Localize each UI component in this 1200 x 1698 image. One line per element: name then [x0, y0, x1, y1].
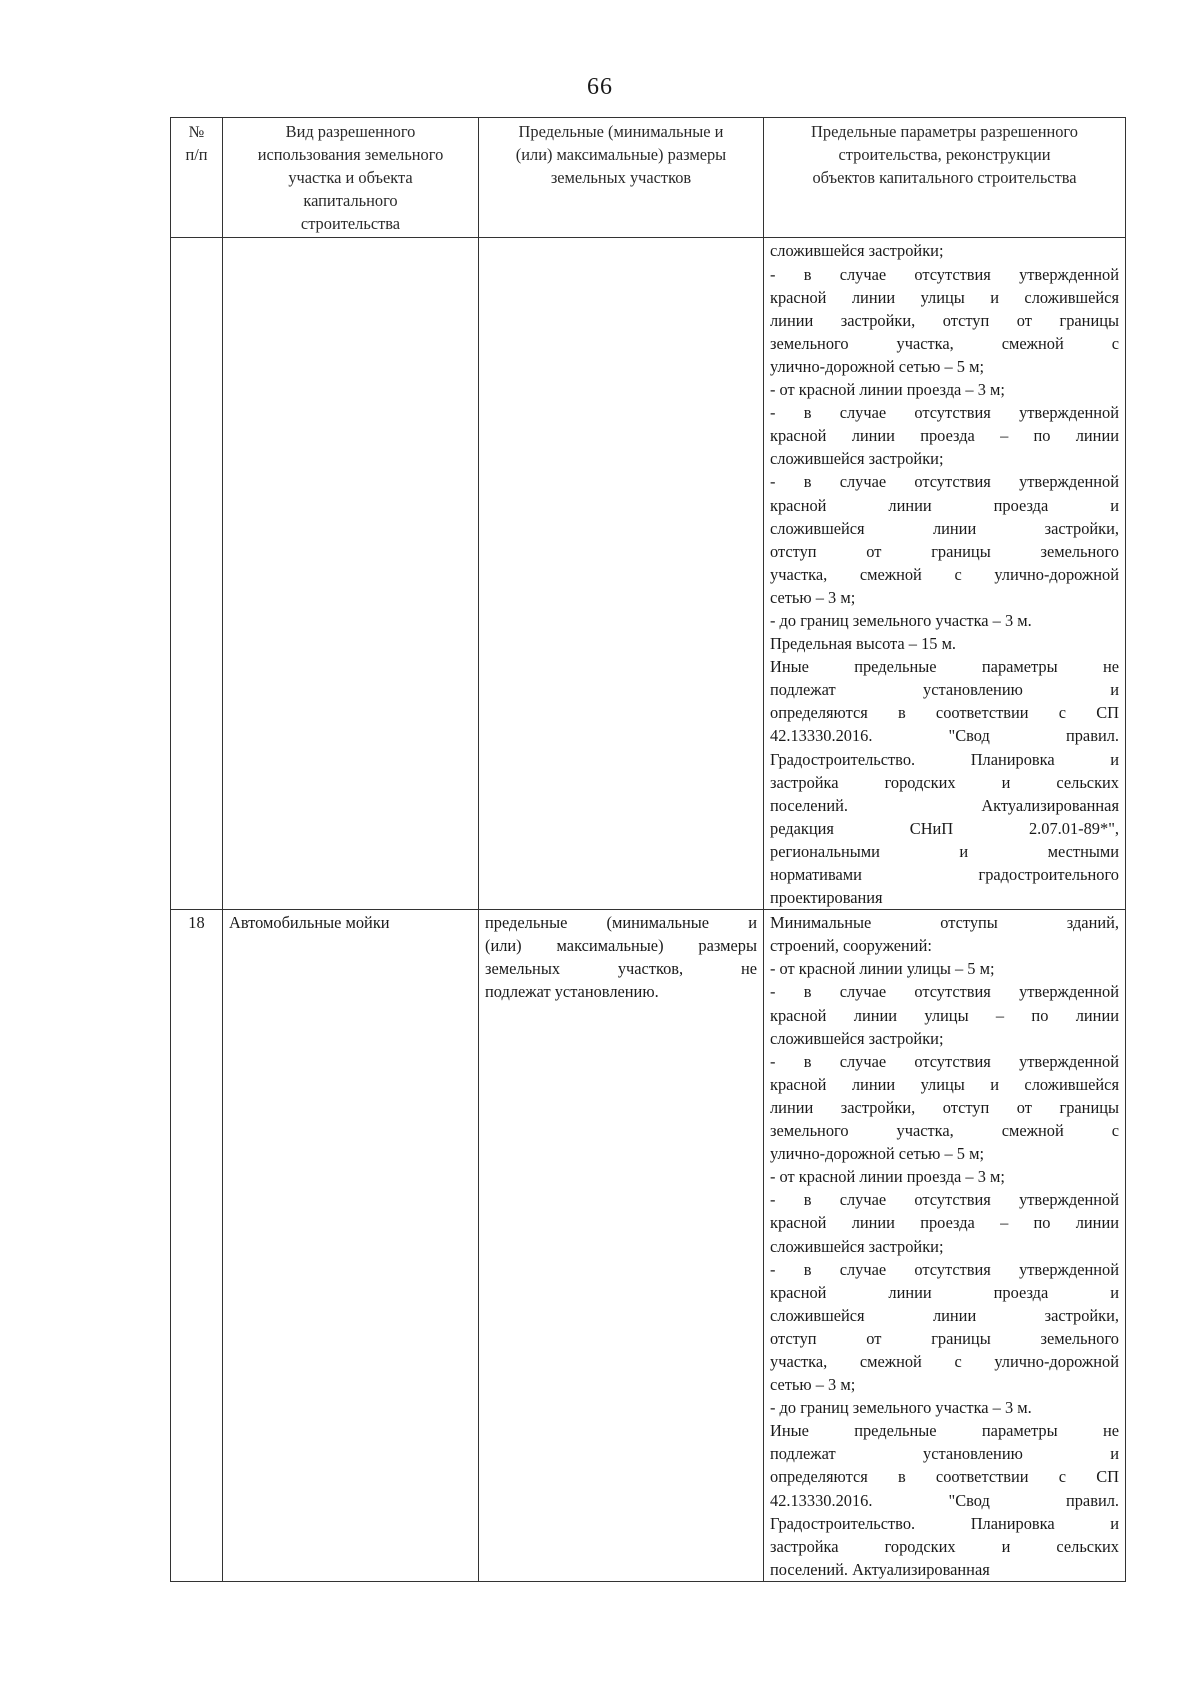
row-params-cell	[764, 238, 1126, 910]
plot-sizes-line: (или) максимальные) размеры	[485, 936, 757, 956]
params-line: сложившейся застройки;	[770, 449, 944, 469]
params-line: застройка городских и сельских	[770, 772, 1119, 792]
row-plot-sizes-cell	[479, 238, 764, 910]
params-line: - в случае отсутствия утвержденной	[770, 472, 1119, 492]
params-line: линии застройки, отступ от границы	[770, 310, 1119, 330]
params-line: Минимальные отступы зданий,	[770, 913, 1119, 933]
params-line: улично-дорожной сетью – 5 м;	[770, 1144, 985, 1164]
params-line: сетью – 3 м;	[770, 1375, 856, 1395]
params-line: участка, смежной с улично-дорожной	[770, 564, 1119, 584]
plot-sizes-line: предельные (минимальные и	[485, 913, 757, 933]
params-line: - в случае отсутствия утвержденной	[770, 982, 1119, 1002]
params-text	[770, 911, 1119, 1581]
params-line: - от красной линии улицы – 5 м;	[770, 959, 995, 979]
header-number-line: п/п	[185, 145, 208, 165]
params-line: 42.13330.2016. "Свод правил.	[770, 726, 1119, 746]
params-line: - в случае отсутствия утвержденной	[770, 1051, 1119, 1071]
params-line: красной линии улицы – по линии	[770, 1005, 1119, 1025]
params-line: застройка городских и сельских	[770, 1536, 1119, 1556]
header-number	[171, 118, 223, 238]
row-plot-sizes-cell	[479, 910, 764, 1582]
params-line: - в случае отсутствия утвержденной	[770, 403, 1119, 423]
params-line: линии застройки, отступ от границы	[770, 1097, 1119, 1117]
header-use-type-line: участка и объекта	[288, 168, 413, 188]
header-construction-params-line: строительства, реконструкции	[838, 145, 1051, 165]
params-line: - в случае отсутствия утвержденной	[770, 1190, 1119, 1210]
header-plot-sizes-line: (или) максимальные) размеры	[515, 145, 727, 165]
params-line: красной линии проезда – по линии	[770, 426, 1119, 446]
params-line: сложившейся линии застройки,	[770, 518, 1119, 538]
params-line: - в случае отсутствия утвержденной	[770, 264, 1119, 284]
params-line: подлежат установлению и	[770, 680, 1119, 700]
params-line: улично-дорожной сетью – 5 м;	[770, 356, 985, 376]
table-row	[171, 238, 1126, 910]
row-use-type-cell: Автомобильные мойки	[223, 910, 479, 1582]
params-line: отступ от границы земельного	[770, 541, 1119, 561]
params-line: Предельная высота – 15 м.	[770, 634, 957, 654]
header-number-line: №	[188, 122, 205, 141]
params-line: подлежат установлению и	[770, 1444, 1119, 1464]
params-line: красной линии улицы и сложившейся	[770, 1074, 1119, 1094]
params-line: редакция СНиП 2.07.01-89*",	[770, 818, 1119, 838]
params-line: сложившейся застройки;	[770, 241, 944, 261]
table-header-row	[171, 118, 1126, 238]
row-number-cell: 18	[171, 910, 223, 1582]
zoning-parameters-table	[170, 117, 1126, 1582]
params-line: Иные предельные параметры не	[770, 1421, 1119, 1441]
header-use-type-line: капитального	[303, 191, 398, 211]
params-line: проектирования	[770, 888, 883, 908]
params-line: поселений. Актуализированная	[770, 795, 1119, 815]
params-line: 42.13330.2016. "Свод правил.	[770, 1490, 1119, 1510]
params-line: - до границ земельного участка – 3 м.	[770, 1398, 1032, 1418]
params-line: - от красной линии проезда – 3 м;	[770, 380, 1005, 400]
header-use-type-line: строительства	[300, 214, 401, 234]
params-line: региональными и местными	[770, 841, 1119, 861]
row-use-type-cell	[223, 238, 479, 910]
params-line: поселений. Актуализированная	[770, 1559, 990, 1579]
header-plot-sizes-line: земельных участков	[550, 168, 692, 188]
table-row	[171, 910, 1126, 1582]
header-plot-sizes	[479, 118, 764, 238]
params-line: красной линии проезда и	[770, 495, 1119, 515]
params-line: сложившейся застройки;	[770, 1028, 944, 1048]
params-line: Иные предельные параметры не	[770, 657, 1119, 677]
header-use-type-line: Вид разрешенного	[285, 122, 416, 141]
params-line: Градостроительство. Планировка и	[770, 1513, 1119, 1533]
header-construction-params	[764, 118, 1126, 238]
params-line: сетью – 3 м;	[770, 587, 856, 607]
params-line: нормативами градостроительного	[770, 865, 1119, 884]
params-line: земельного участка, смежной с	[770, 333, 1119, 353]
params-line: - в случае отсутствия утвержденной	[770, 1259, 1119, 1279]
plot-sizes-line: подлежат установлению.	[485, 982, 659, 1002]
header-plot-sizes-line: Предельные (минимальные и	[518, 122, 724, 141]
page-number: 66	[587, 74, 613, 100]
params-line: определяются в соответствии с СП	[770, 1467, 1119, 1487]
row-params-cell	[764, 910, 1126, 1582]
header-use-type-line: использования земельного	[257, 145, 444, 165]
params-line: Градостроительство. Планировка и	[770, 749, 1119, 769]
plot-sizes-line: земельных участков, не	[485, 959, 757, 979]
params-line: отступ от границы земельного	[770, 1328, 1119, 1348]
header-construction-params-line: Предельные параметры разрешенного	[811, 122, 1078, 141]
params-text	[770, 239, 1119, 909]
params-line: красной линии улицы и сложившейся	[770, 287, 1119, 307]
params-line: сложившейся линии застройки,	[770, 1305, 1119, 1325]
params-line: строений, сооружений:	[770, 936, 932, 956]
params-line: участка, смежной с улично-дорожной	[770, 1351, 1119, 1371]
params-line: красной линии проезда и	[770, 1282, 1119, 1302]
plot-sizes-text	[485, 911, 757, 1003]
header-use-type	[223, 118, 479, 238]
header-construction-params-line: объектов капитального строительства	[812, 168, 1077, 188]
params-line: определяются в соответствии с СП	[770, 703, 1119, 723]
row-number-cell	[171, 238, 223, 910]
params-line: земельного участка, смежной с	[770, 1121, 1119, 1141]
params-line: - до границ земельного участка – 3 м.	[770, 610, 1032, 630]
params-line: сложившейся застройки;	[770, 1236, 944, 1256]
params-line: - от красной линии проезда – 3 м;	[770, 1167, 1005, 1187]
params-line: красной линии проезда – по линии	[770, 1213, 1119, 1233]
